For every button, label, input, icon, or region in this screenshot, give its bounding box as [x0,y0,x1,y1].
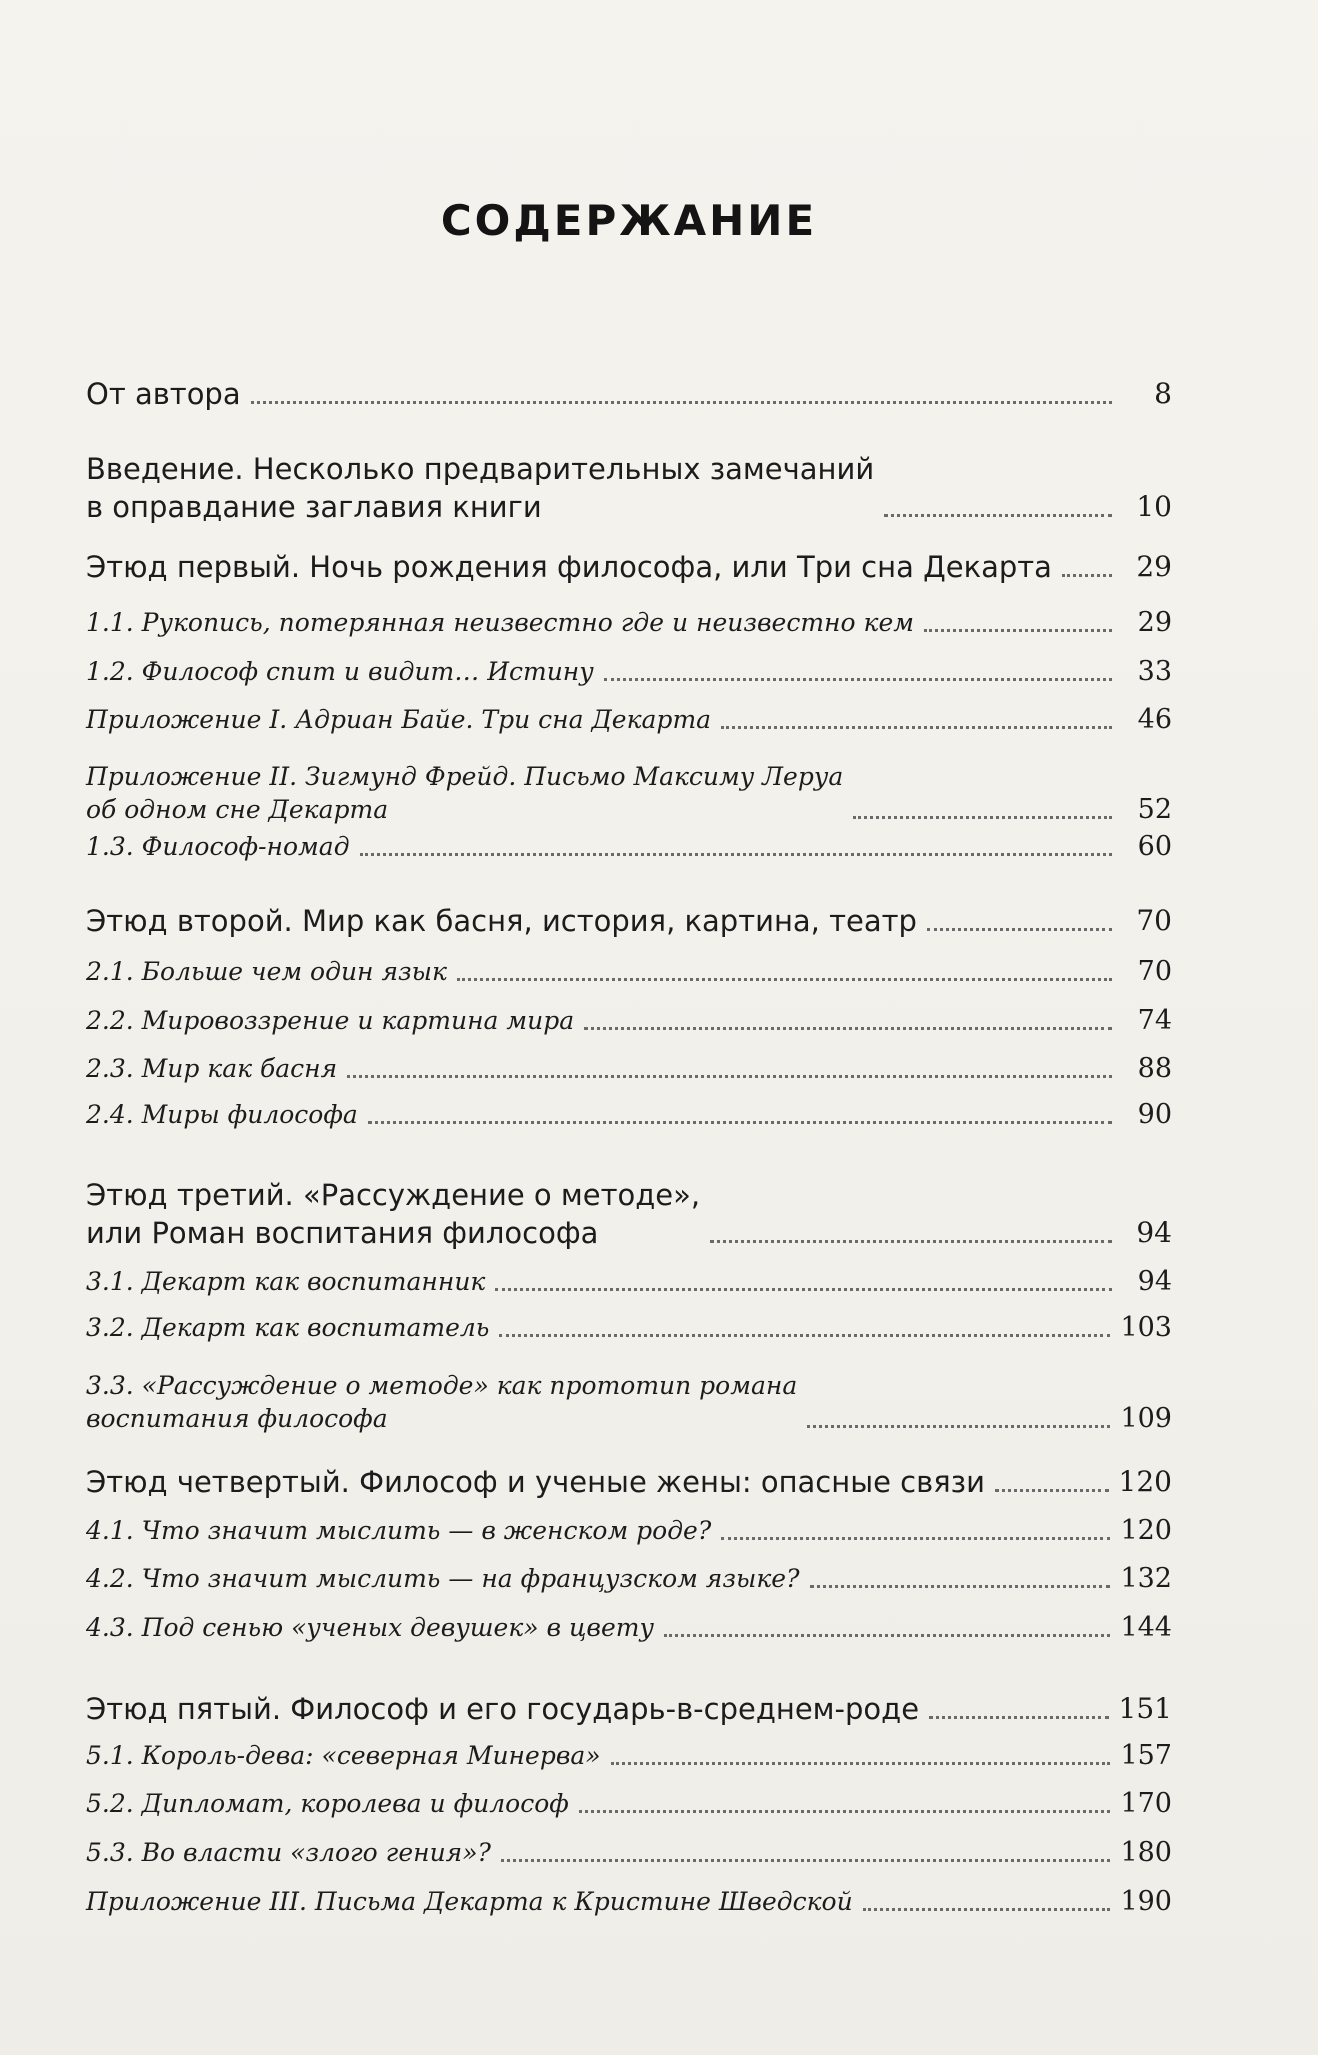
toc-subsection-entry [86,955,1172,988]
entry-title [86,1463,985,1501]
entry-title-line: в оправдание заглавия книги [86,490,542,524]
entry-title-line: 4.2. Что значит мыслить — на французском языке? [86,1564,800,1593]
entry-title-line: 4.1. Что значит мыслить — в женском роде? [86,1516,712,1545]
entry-title [86,703,711,736]
entry-title-line: От автора [86,377,241,411]
page-number: 33 [1137,656,1172,687]
entry-title-line: 5.2. Дипломат, королева и философ [86,1789,569,1818]
page-number: 120 [1118,1465,1172,1498]
toc-subsection-entry [86,1836,1172,1869]
page-number: 60 [1137,831,1172,862]
dot-leader [604,678,1112,681]
entry-title [86,1098,358,1131]
entry-title-line: Приложение I. Адриан Байе. Три сна Декарта [86,705,712,734]
page-number: 29 [1136,550,1172,583]
entry-title [86,830,350,863]
dot-leader [664,1634,1110,1637]
toc-chapter-entry [86,1690,1172,1728]
dot-leader [863,1908,1111,1911]
entry-title-line: 1.2. Философ спит и видит… Истину [86,657,594,686]
entry-title-line: Этюд первый. Ночь рождения философа, или Три сна Декарта [86,550,1052,584]
entry-title-line: Приложение III. Письма Декарта к Кристине Шведской [86,1887,853,1916]
dot-leader [501,1859,1111,1862]
entry-title-line: 1.1. Рукопись, потерянная неизвестно где и неизвестно кем [86,608,914,637]
entry-title [86,548,1052,586]
entry-title [86,1265,485,1298]
entry-title-line: 3.3. «Рассуждение о методе» как прототип романа [86,1371,798,1400]
entry-title [86,955,447,988]
entry-title-line: 3.1. Декарт как воспитанник [86,1267,486,1296]
entry-title [86,1690,919,1728]
dot-leader [579,1810,1111,1813]
entry-title-line: или Роман воспитания философа [86,1216,599,1250]
toc-subsection-entry [86,1098,1172,1131]
entry-title-line: Этюд второй. Мир как басня, история, картина, театр [86,904,917,938]
entry-title-line: 5.1. Король-дева: «северная Минерва» [86,1741,601,1770]
dot-leader [807,1425,1110,1428]
entry-title-line: Введение. Несколько предварительных замечаний [86,452,875,486]
entry-title [86,1311,489,1344]
dot-leader [924,629,1112,632]
dot-leader [721,726,1112,729]
toc-subsection-entry [86,1369,1172,1435]
toc-subsection-entry [86,1739,1172,1772]
page-number: 190 [1120,1886,1172,1917]
entry-title [86,1739,601,1772]
entry-title [86,655,594,688]
page-number: 88 [1137,1053,1172,1084]
entry-title [86,375,241,413]
page-number: 109 [1120,1403,1172,1434]
page-number: 70 [1137,956,1172,987]
dot-leader [584,1027,1112,1030]
toc-subsection-entry [86,1311,1172,1344]
page-number: 52 [1137,794,1172,825]
dot-leader [611,1762,1111,1765]
toc-subsection-entry [86,1562,1172,1595]
dot-leader [495,1288,1112,1291]
toc-subsection-entry [86,606,1172,639]
entry-title-line: Этюд пятый. Философ и его государь-в-среднем-роде [86,1692,920,1726]
page-number: 170 [1120,1788,1172,1819]
toc-subsection-entry [86,703,1172,736]
entry-title-line: 2.3. Мир как басня [86,1054,338,1083]
entry-title [86,1514,711,1547]
page-number: 157 [1120,1740,1172,1771]
dot-leader [710,1240,1112,1243]
page-number: 70 [1136,904,1172,937]
dot-leader [929,1716,1108,1719]
contents-heading: СОДЕРЖАНИЕ [440,196,818,245]
toc-subsection-entry [86,1052,1172,1085]
toc-subsection-entry [86,830,1172,863]
dot-leader [995,1489,1109,1492]
entry-title [86,1176,700,1252]
dot-leader [810,1585,1111,1588]
entry-title [86,1611,654,1644]
page-number: 144 [1120,1612,1172,1643]
dot-leader [884,514,1112,517]
dot-leader [499,1334,1110,1337]
dot-leader [368,1121,1112,1124]
entry-title [86,450,874,526]
toc-chapter-entry [86,1176,1172,1252]
dot-leader [251,401,1112,404]
entry-title-line: 1.3. Философ-номад [86,832,350,861]
page-number: 46 [1137,704,1172,735]
entry-title [86,760,843,826]
dot-leader [347,1075,1112,1078]
toc-subsection-entry [86,1004,1172,1037]
entry-title [86,1562,800,1595]
page-number: 94 [1136,1216,1172,1249]
page-number: 132 [1120,1563,1172,1594]
page-number: 74 [1137,1005,1172,1036]
toc-chapter-entry [86,548,1172,586]
entry-title [86,606,914,639]
page-number: 8 [1154,377,1172,410]
dot-leader [721,1537,1110,1540]
entry-title [86,1787,569,1820]
toc-chapter-entry [86,1463,1172,1501]
dot-leader [360,853,1112,856]
entry-title-line: 2.2. Мировоззрение и картина мира [86,1006,575,1035]
toc-subsection-entry [86,1885,1172,1918]
toc-chapter-entry [86,450,1172,526]
dot-leader [853,816,1112,819]
page-number: 10 [1136,490,1172,523]
entry-title-line: Этюд четвертый. Философ и ученые жены: опасные связи [86,1465,985,1499]
dot-leader [1062,574,1112,577]
page-number: 103 [1120,1312,1172,1343]
toc-chapter-entry [86,902,1172,940]
entry-title-line: 4.3. Под сенью «ученых девушек» в цвету [86,1613,654,1642]
toc-subsection-entry [86,1514,1172,1547]
entry-title [86,1004,574,1037]
entry-title-line: Приложение II. Зигмунд Фрейд. Письмо Максиму Леруа [86,762,844,791]
page-number: 180 [1120,1837,1172,1868]
entry-title-line: 2.4. Миры философа [86,1100,358,1129]
toc-subsection-entry [86,1265,1172,1298]
entry-title [86,1369,797,1435]
toc-subsection-entry [86,760,1172,826]
page-number: 94 [1137,1266,1172,1297]
entry-title [86,902,917,940]
toc-subsection-entry [86,655,1172,688]
toc-chapter-entry [86,375,1172,413]
entry-title-line: об одном сне Декарта [86,795,389,824]
page-number: 29 [1137,607,1172,638]
entry-title [86,1052,337,1085]
entry-title-line: 2.1. Больше чем один язык [86,957,447,986]
entry-title-line: 5.3. Во власти «злого гения»? [86,1838,491,1867]
page-number: 120 [1120,1515,1172,1546]
entry-title [86,1885,853,1918]
entry-title-line: воспитания философа [86,1404,388,1433]
dot-leader [927,928,1112,931]
entry-title [86,1836,491,1869]
entry-title-line: 3.2. Декарт как воспитатель [86,1313,490,1342]
page-number: 90 [1137,1099,1172,1130]
dot-leader [457,978,1112,981]
page-number: 151 [1118,1692,1172,1725]
entry-title-line: Этюд третий. «Рассуждение о методе», [86,1178,701,1212]
toc-subsection-entry [86,1611,1172,1644]
toc-subsection-entry [86,1787,1172,1820]
